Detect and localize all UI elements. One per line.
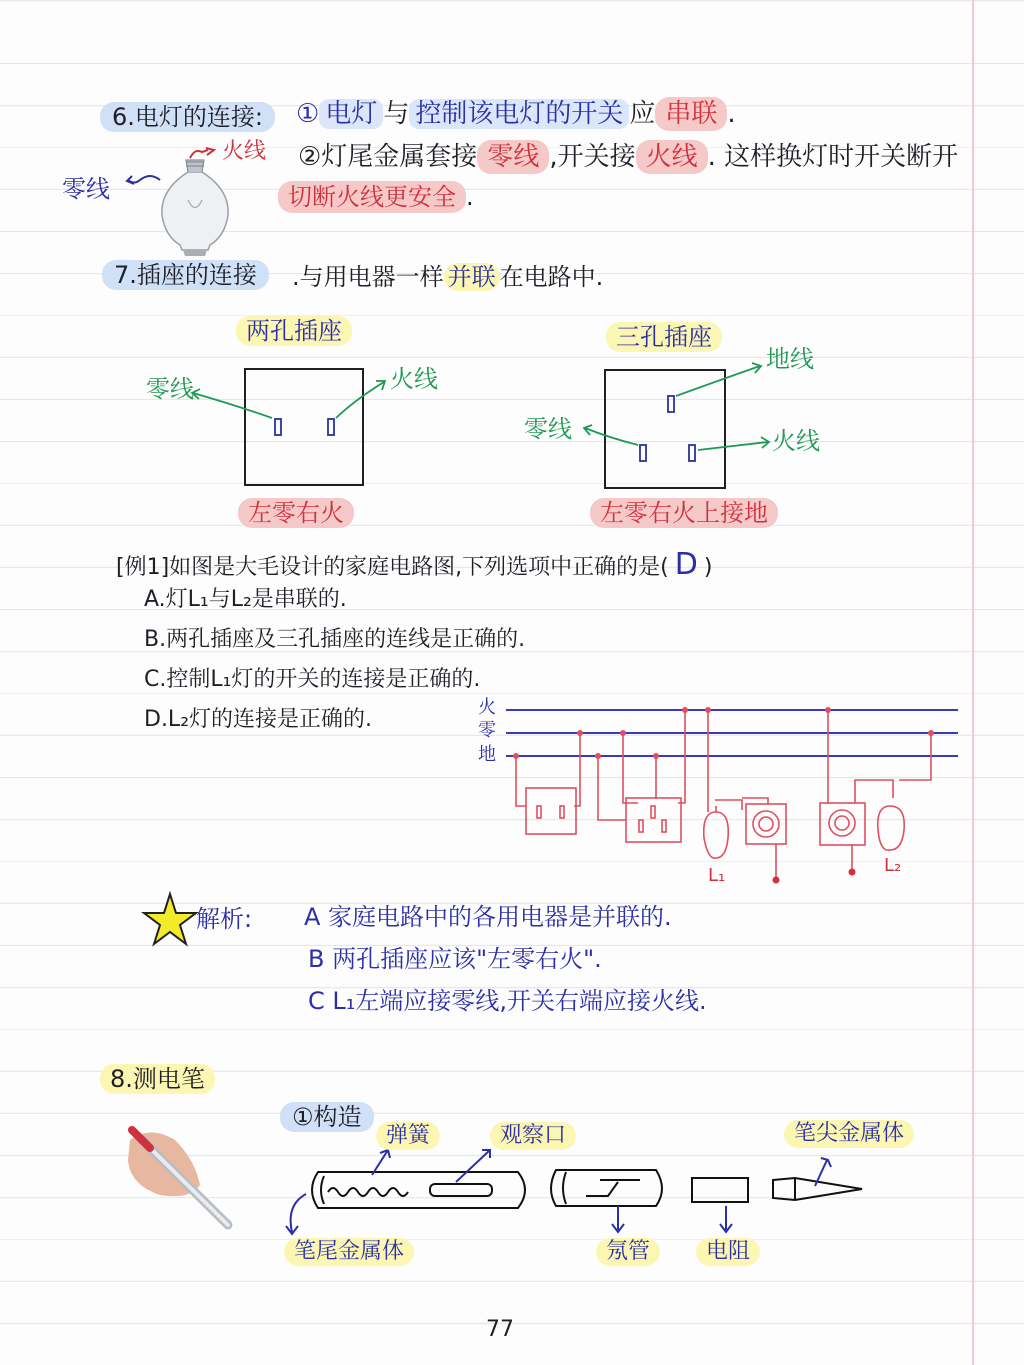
socket3-live-label: 火线 (772, 427, 820, 455)
line3-cut-live: 切断火线更安全 (278, 181, 466, 213)
line2-switch: 开关接 (557, 142, 636, 172)
analysis-line-a: A 家庭电路中的各用电器是并联的. (304, 903, 672, 931)
tester-pen-structure (312, 1170, 862, 1208)
wire-neutral-label: 零 (478, 720, 496, 741)
analysis-label: 解析: (196, 905, 253, 933)
page-number: 77 (486, 1317, 514, 1342)
two-hole-socket-diagram (192, 369, 385, 485)
line3-period: . (466, 183, 474, 211)
option-b: B.两孔插座及三孔插座的连线是正确的. (144, 627, 526, 652)
analysis-line-c: C L₁左端应接零线,开关右端应接火线. (308, 987, 707, 1015)
tester-pen-photo (128, 1130, 228, 1225)
socket3-title: 三孔插座 (606, 322, 722, 352)
bulb-neutral-label: 零线 (62, 175, 110, 203)
socket2-rule: 左零右火 (238, 498, 354, 528)
tip-metal-label: 笔尖金属体 (784, 1120, 914, 1148)
socket2-live-label: 火线 (390, 365, 438, 393)
line1-prefix: ① (296, 99, 320, 129)
section7-text-c: 在电路中. (499, 263, 604, 291)
star-icon (144, 894, 196, 944)
section7-heading: 7.插座的连接 (102, 260, 269, 290)
line1-and: 与 (383, 99, 410, 129)
option-a: A.灯L₁与L₂是串联的. (144, 587, 347, 612)
answer-letter: D (674, 547, 698, 582)
line1-period: . (727, 99, 736, 129)
resistor-label: 电阻 (696, 1238, 760, 1266)
option-d: D.L₂灯的连接是正确的. (144, 707, 373, 732)
neon-label: 氖管 (596, 1238, 660, 1266)
bulb-live-label: 火线 (222, 139, 267, 164)
spring-label: 弹簧 (376, 1122, 440, 1150)
line1-lamp: 电灯 (319, 99, 383, 129)
section8-heading: 8.测电笔 (100, 1064, 215, 1094)
socket2-neutral-label: 零线 (146, 375, 194, 403)
question-text: [例1]如图是大毛设计的家庭电路图,下列选项中正确的是( (116, 555, 669, 580)
line2-comma: , (549, 142, 558, 172)
section6-line3 (278, 184, 474, 210)
socket3-rule: 左零右火上接地 (590, 498, 778, 528)
section7-text (292, 264, 603, 290)
line1-switch: 控制该电灯的开关 (409, 99, 629, 129)
section6-line2 (298, 143, 958, 172)
analysis-line-b: B 两孔插座应该"左零右火". (308, 945, 602, 973)
socket2-title: 两孔插座 (236, 316, 352, 346)
lamp1-label: L₁ (708, 865, 726, 886)
lamp2-label: L₂ (884, 855, 902, 876)
section6-line1 (296, 100, 736, 129)
structure-label: ①构造 (280, 1102, 374, 1132)
window-label: 观察口 (490, 1122, 576, 1150)
question-close: ) (703, 555, 713, 580)
socket3-ground-label: 地线 (766, 345, 814, 373)
line2-part1: ②灯尾金属套接 (298, 142, 478, 172)
section7-parallel: 并联 (444, 263, 500, 291)
line2-rest: . 这样换灯时开关断开 (707, 142, 959, 172)
line1-series: 串联 (655, 97, 727, 131)
example-question (116, 548, 712, 581)
three-hole-socket-diagram (584, 363, 769, 488)
option-c: C.控制L₁灯的开关的连接是正确的. (144, 667, 481, 692)
tail-metal-label: 笔尾金属体 (284, 1238, 414, 1266)
line2-live: 火线 (636, 140, 708, 174)
line2-neutral: 零线 (477, 140, 549, 174)
socket3-neutral-label: 零线 (524, 415, 572, 443)
wire-live-label: 火 (478, 697, 496, 718)
line1-should: 应 (629, 99, 656, 129)
section6-heading: 6.电灯的连接: (100, 102, 275, 132)
wire-ground-label: 地 (478, 744, 496, 765)
section7-text-a: .与用电器一样 (292, 263, 444, 291)
light-bulb-icon (127, 148, 228, 256)
